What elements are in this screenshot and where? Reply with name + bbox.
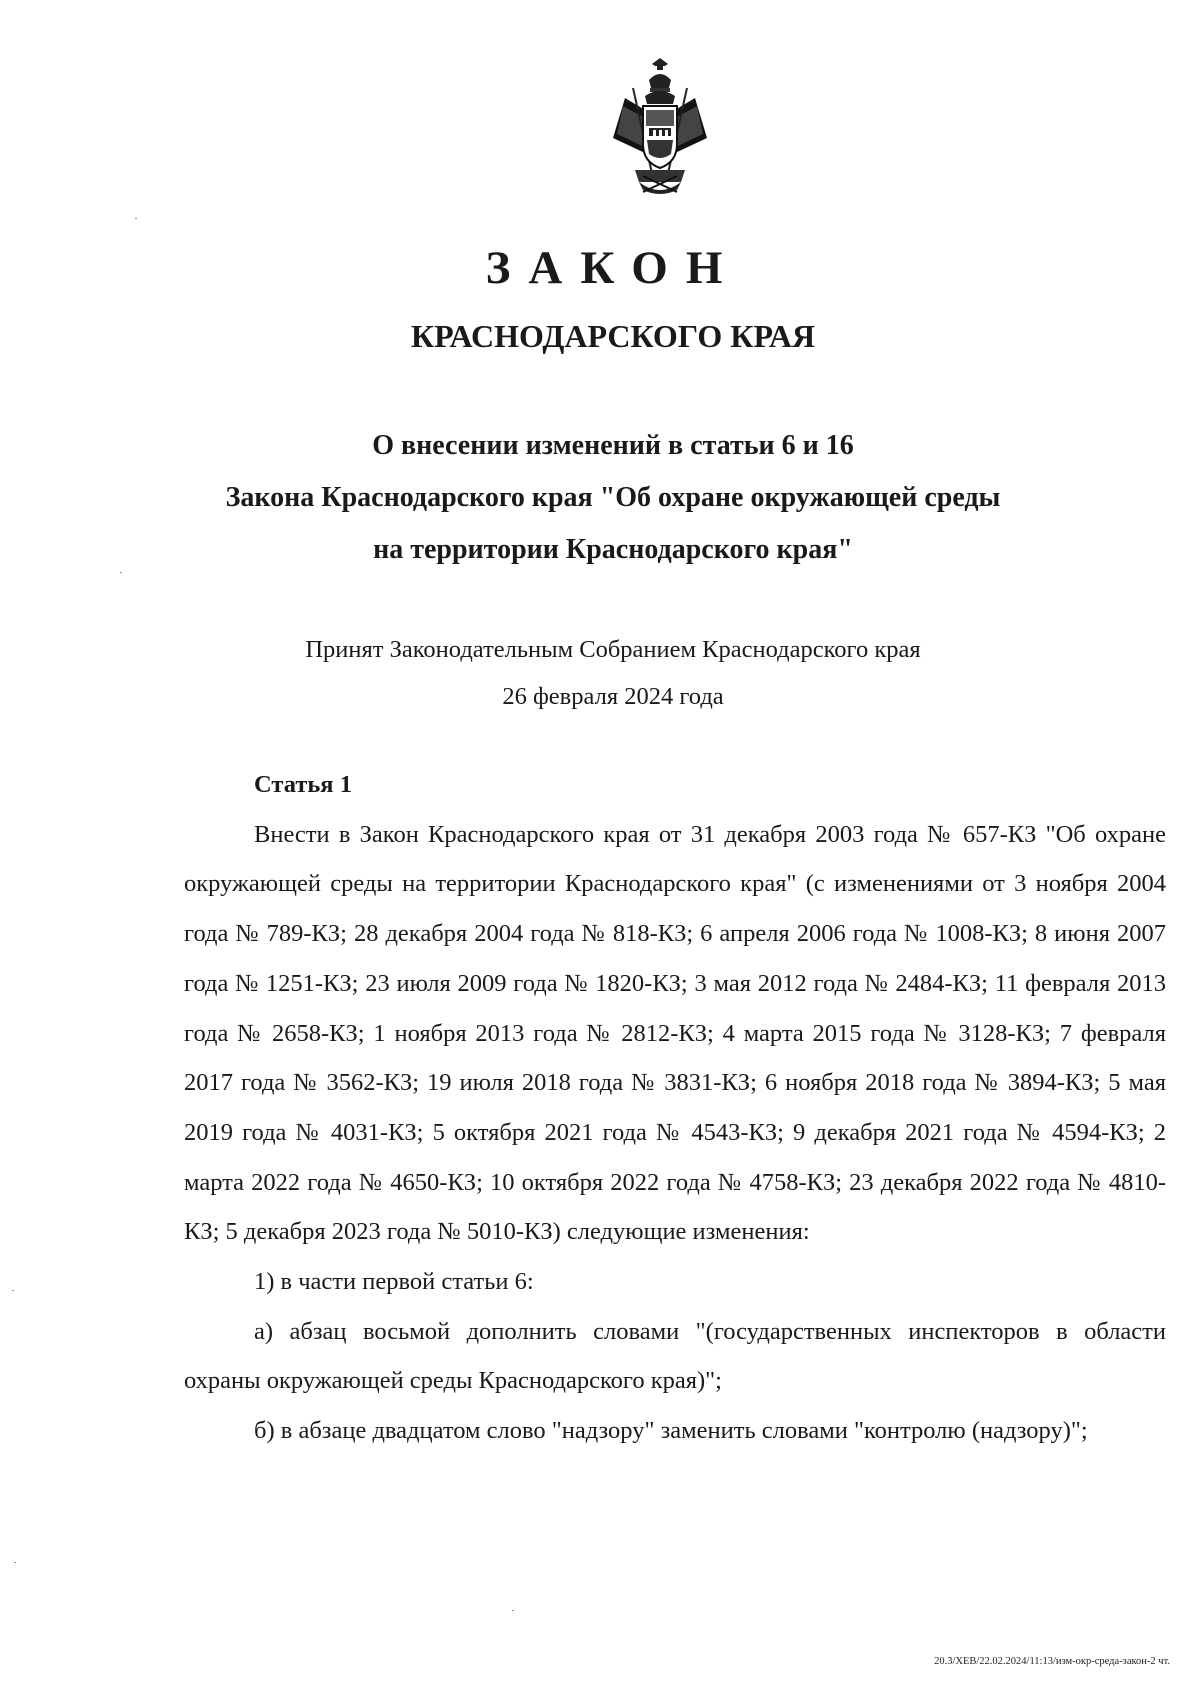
subject-line: на территории Краснодарского края" <box>373 534 853 565</box>
scan-speck <box>12 1290 14 1291</box>
document-subtitle: КРАСНОДАРСКОГО КРАЯ <box>410 318 816 354</box>
article-paragraph: а) абзац восьмой дополнить словами "(государственных инспекторов в области охраны окружающей среды Краснодарского края)"; <box>184 1317 1166 1395</box>
adoption-date: 26 февраля 2024 года <box>502 683 724 710</box>
adoption-info <box>0 626 1200 720</box>
scan-speck <box>135 218 137 219</box>
article-heading: Статья 1 <box>254 771 352 798</box>
scan-speck <box>512 1610 514 1611</box>
article-paragraph: 1) в части первой статьи 6: <box>254 1268 534 1296</box>
scan-speck <box>120 572 122 573</box>
scan-speck <box>14 1562 16 1563</box>
document-code: 20.3/ХЕВ/22.02.2024/11:13/изм-окр-среда-закон-2 чт. <box>934 1656 1170 1667</box>
article-body <box>184 760 1166 1456</box>
article-paragraph: б) в абзаце двадцатом слово "надзору" заменить словами "контролю (надзору)"; <box>254 1417 1088 1445</box>
document-title: ЗАКОН <box>485 242 741 294</box>
subject-line: О внесении изменений в статьи 6 и 16 <box>372 430 854 461</box>
krasnodar-coat-of-arms-icon <box>605 58 715 198</box>
article-paragraph: Внести в Закон Краснодарского края от 31 декабря 2003 года № 657-КЗ "Об охране окружающей среды на территории Краснодарского края" (с изменениями от 3 ноября 2004 года № 789-КЗ; 28 декабря 2004 года № 818-КЗ; 6 апреля 2006 года № 1008-КЗ; 8 июня 2007 года № 1251-КЗ; 23 июля 2009 года № 1820-КЗ; 3 мая 2012 года № 2484-КЗ; 11 февраля 2013 года № 2658-КЗ; 1 ноября 2013 года № 2812-КЗ; 4 марта 2015 года № 3128-КЗ; 7 февраля 2017 года № 3562-КЗ; 19 июля 2018 года № 3831-КЗ; 6 ноября 2018 года № 3894-КЗ; 5 мая 2019 года № 4031-КЗ; 5 октября 2021 года № 4543-КЗ; 9 декабря 2021 года № 4594-КЗ; 2 марта 2022 года № 4650-КЗ; 10 октября 2022 года № 4758-КЗ; 23 декабря 2022 года № 4810-КЗ; 5 декабря 2023 года № 5010-КЗ) следующие изменения: <box>184 820 1166 1246</box>
subject-line: Закона Краснодарского края "Об охране окружающей среды <box>225 482 1001 513</box>
adoption-body: Принят Законодательным Собранием Краснодарского края <box>305 636 921 663</box>
law-subject <box>0 420 1200 576</box>
